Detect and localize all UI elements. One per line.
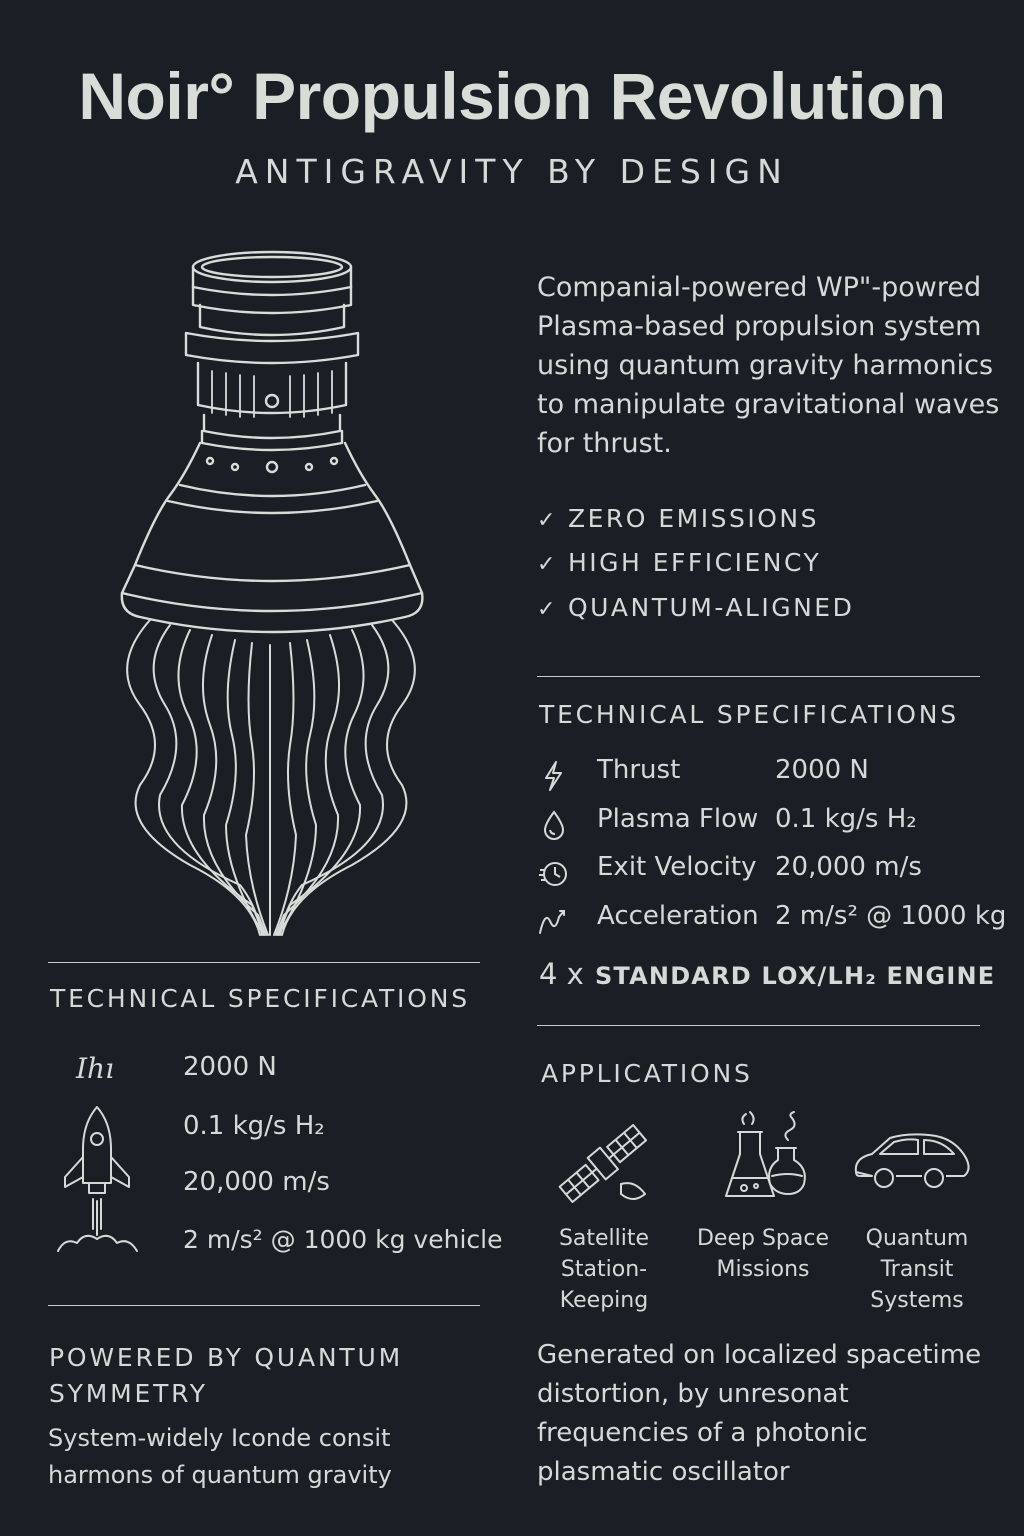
quantum-heading: POWERED BY QUANTUM SYMMETRY <box>49 1343 403 1408</box>
spec-value-acceleration: 2 m/s² @ 1000 kg vehicle <box>183 1225 503 1254</box>
spec-row-acceleration: Acceleration 2 m/s² @ 1000 kg <box>537 901 987 941</box>
app-label-satellite: Satellite Station-Keeping <box>558 1226 650 1313</box>
spec-value-thrust: 2000 N <box>183 1052 277 1082</box>
spec-value-exit-velocity: 20,000 m/s <box>183 1167 330 1197</box>
spec-row-thrust: Thrust 2000 N <box>537 755 987 795</box>
spec-value-plasma-flow: 0.1 kg/s H₂ <box>183 1111 325 1141</box>
spec-row-exit-velocity: Exit Velocity 20,000 m/s <box>537 852 987 892</box>
spec-row-plasma-flow: Plasma Flow 0.1 kg/s H₂ <box>537 804 987 844</box>
engine-illustration <box>80 245 480 945</box>
lightning-icon <box>537 759 571 793</box>
specs-heading-right: TECHNICAL SPECIFICATIONS <box>539 700 959 729</box>
droplet-icon <box>537 808 571 842</box>
quantum-text: System-widely Iconde consit harmons of quantum gravity <box>48 1424 392 1489</box>
vehicle-icon <box>850 1132 972 1194</box>
app-label-quantum-transit: Quantum Transit Systems <box>865 1226 969 1313</box>
divider <box>48 1305 480 1306</box>
check-icon: ✓ <box>537 508 558 533</box>
divider <box>537 676 980 677</box>
divider <box>48 962 480 963</box>
wave-icon <box>537 905 571 939</box>
page-subtitle: ANTIGRAVITY BY DESIGN <box>235 152 789 191</box>
script-symbol: Ihı <box>76 1052 115 1085</box>
feature-item: ✓ QUANTUM-ALIGNED <box>537 593 855 622</box>
specs-heading-left: TECHNICAL SPECIFICATIONS <box>50 984 470 1013</box>
divider <box>537 1025 980 1026</box>
check-icon: ✓ <box>537 552 558 577</box>
generated-text: Generated on localized spacetime distortion, by unresonat frequencies of a photonic plasmatic oscillator <box>537 1340 982 1487</box>
rocket-icon <box>55 1105 140 1255</box>
intro-text: Companial-powered WP"-powred Plasma-based propulsion system using quantum gravity harmonics to manipulate gravitational waves for thrust. <box>537 272 1000 459</box>
check-icon: ✓ <box>537 597 558 622</box>
app-label-deep-space: Deep Space Missions <box>696 1226 829 1282</box>
engine-comparison: 4 x STANDARD LOX/LH₂ ENGINE <box>539 957 996 991</box>
applications-heading: APPLICATIONS <box>541 1059 753 1088</box>
speed-icon <box>537 856 571 890</box>
satellite-icon <box>555 1118 655 1208</box>
page-title: Noir° Propulsion Revolution <box>78 59 946 133</box>
flask-icon <box>722 1110 812 1205</box>
feature-item: ✓ HIGH EFFICIENCY <box>537 548 822 577</box>
feature-item: ✓ ZERO EMISSIONS <box>537 504 819 533</box>
